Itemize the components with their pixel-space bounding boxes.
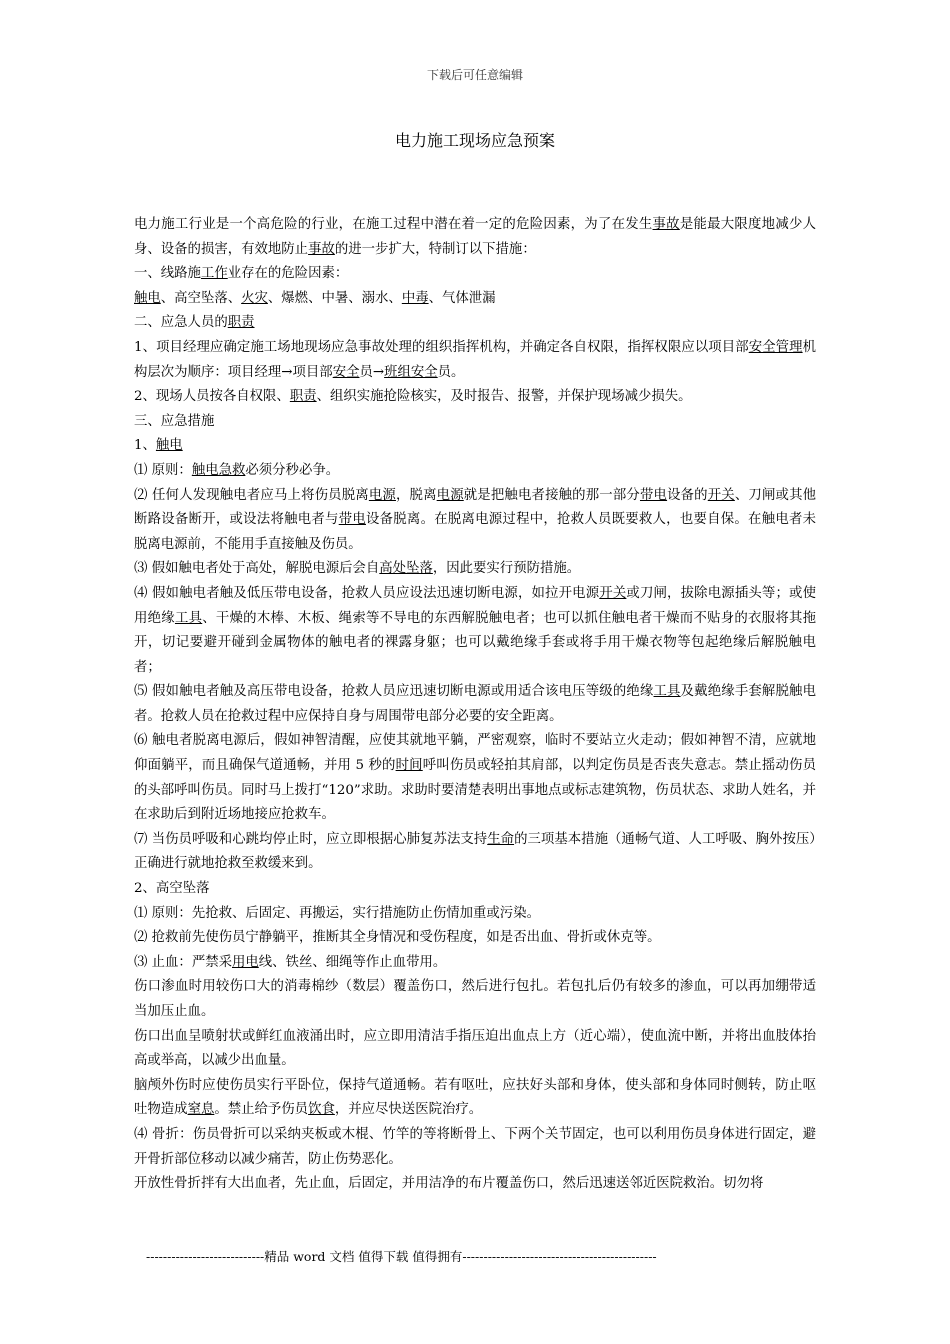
hyperlink-term[interactable]: 带电	[338, 512, 366, 528]
text-run: ⑴ 原则：先抢救、后固定、再搬运，实行措施防止伤情加重或污染。	[134, 905, 540, 921]
text-run: 2、现场人员按各自权限、	[134, 389, 290, 405]
paragraph	[134, 680, 816, 729]
hyperlink-term[interactable]: 触电	[134, 290, 161, 306]
hyperlink-term[interactable]: 电源	[368, 487, 396, 503]
hyperlink-term[interactable]: 职责	[227, 315, 255, 331]
hyperlink-term[interactable]: 中毒	[401, 290, 429, 306]
text-run: 伤口出血呈喷射状或鲜红血液涌出时，应立即用清洁手指压迫出血点上方（近心端），使血流中断，并将出血肢体抬高或举高，以减少出血量。	[134, 1028, 816, 1069]
text-run: ⑺ 当伤员呼吸和心跳均停止时，应立即根据心肺复苏法支持	[134, 831, 488, 847]
hyperlink-term[interactable]: 电源	[436, 487, 464, 503]
text-run: 设备脱离。在脱离电源过程中，抢救人员既要救人，也要自保。在触电者未脱离电源前，不能用手直接触及伤员。	[134, 512, 817, 552]
text-run: ⑹ 触电者脱离电源后，假如神智清醒，应使其就地平躺，严密观察，临时不要站立火走动；假如神智不清，应就地仰面躺平，而且确保气道通畅，并用 5 秒的	[134, 733, 816, 774]
hyperlink-term[interactable]: 高处坠落	[379, 561, 433, 577]
paragraph	[134, 975, 816, 1024]
text-run: 必须分秒必争。	[245, 462, 340, 478]
text-run: ⑵ 抢救前先使伤员宁静躺平，推断其全身情况和受伤程度，如是否出血、骨折或休克等。	[134, 930, 661, 946]
hyperlink-term[interactable]: 职责	[289, 389, 317, 405]
text-run: ，因此要实行预防措施。	[432, 561, 581, 577]
paragraph	[134, 213, 816, 262]
paragraph	[134, 828, 816, 877]
text-run: 设备的	[667, 487, 708, 503]
text-run: 机构层次为顺序：项目经理→项目部	[134, 339, 816, 380]
text-run: ⑸ 假如触电者触及高压带电设备，抢救人员应迅速切断电源或用适合该电压等级的绝缘	[134, 684, 654, 700]
text-run: 开放性骨折拌有大出血者，先止血，后固定，并用洁净的布片覆盖伤口，然后迅速送邻近医院救治。切勿将	[134, 1176, 764, 1192]
hyperlink-term[interactable]: 触电	[155, 438, 183, 454]
hyperlink-term[interactable]: 开关	[707, 487, 735, 503]
paragraph	[134, 262, 816, 287]
paragraph	[134, 385, 816, 410]
paragraph	[134, 336, 816, 385]
paragraph	[134, 729, 816, 827]
hyperlink-term[interactable]: 窒息	[187, 1102, 215, 1118]
text-run: 三、应急措施	[134, 413, 215, 429]
text-run: 就是把触电者接触的那一部分	[463, 487, 640, 503]
text-run: 是能最大限度地减少人身、设备的损害，有效地防止	[134, 217, 817, 257]
paragraph	[134, 557, 816, 582]
text-run: 、爆燃、中暑、溺水、	[267, 290, 402, 306]
paragraph	[134, 902, 816, 927]
hyperlink-term[interactable]: 火灾	[241, 290, 268, 306]
text-run: 线、铁丝、细绳等作止血带用。	[258, 954, 447, 970]
document-body	[134, 213, 816, 1197]
hyperlink-term[interactable]: 带电	[639, 487, 668, 503]
text-run: 、气体泄漏	[428, 290, 496, 306]
text-run: 或刀闸，拔除电源插头等；或使用绝缘	[134, 585, 816, 626]
page-header-note: 下载后可任意编辑	[426, 68, 523, 82]
hyperlink-term[interactable]: 事故	[308, 241, 335, 257]
text-run: 的三项基本措施（通畅气道、人工呼吸、胸外按压）正确进行就地抢救至救缓来到。	[134, 831, 816, 872]
text-run: ，脱离	[395, 487, 437, 503]
text-run: 1、项目经理应确定施工场地现场应急事故处理的组织指挥机构，并确定各自权限，指挥权限应以项目部	[134, 339, 749, 355]
hyperlink-term[interactable]: 安全管理	[748, 339, 803, 355]
paragraph	[134, 877, 816, 902]
hyperlink-term[interactable]: 开关	[599, 585, 627, 601]
paragraph	[134, 582, 816, 680]
text-run: ⑷ 假如触电者触及低压带电设备，抢救人员应设法迅速切断电源，如拉开电源	[134, 585, 600, 601]
text-run: ⑶ 假如触电者处于高处，解脱电源后会自	[134, 561, 380, 577]
text-run: 2、高空坠落	[134, 881, 210, 897]
text-run: 业存在的危险因素：	[227, 266, 349, 282]
paragraph	[134, 311, 816, 336]
paragraph	[134, 1172, 816, 1197]
paragraph	[134, 287, 816, 312]
paragraph	[134, 434, 816, 459]
paragraph	[134, 1025, 816, 1074]
text-run: ⑵ 任何人发现触电者应马上将伤员脱离	[134, 487, 369, 503]
text-run: 一、线路施	[134, 266, 201, 282]
paragraph	[134, 1123, 816, 1172]
text-run: ，并应尽快送医院治疗。	[334, 1102, 483, 1118]
page-footer-note: ----------------------------精品 word 文档 值得下载 值得拥有----------------------------------------------	[146, 1249, 657, 1264]
text-run: ⑴ 原则：	[134, 462, 192, 478]
hyperlink-term[interactable]: 用电	[232, 954, 259, 970]
text-run: 、高空坠落、	[160, 290, 242, 306]
text-run: 员。	[437, 364, 465, 380]
text-run: 伤口渗血时用较伤口大的消毒棉纱（数层）覆盖伤口，然后进行包扎。若包扎后仍有较多的渗血，可以再加绷带适当加压止血。	[134, 979, 816, 1019]
text-run: 、干燥的木棒、木板、绳索等不导电的东西解脱触电者；也可以抓住触电者干燥而不贴身的衣服将其拖开，切记要避开碰到金属物体的触电者的裸露身躯；也可以戴绝缘手套或将手用干燥衣物等包起绝缘后解脱触电者；	[134, 610, 817, 675]
hyperlink-term[interactable]: 时间	[395, 758, 423, 774]
hyperlink-term[interactable]: 生命	[487, 831, 515, 847]
hyperlink-term[interactable]: 工作	[200, 266, 228, 282]
text-run: 电力施工行业是一个高危险的行业，在施工过程中潜在着一定的危险因素，为了在发生	[134, 217, 653, 232]
hyperlink-term[interactable]: 工具	[174, 610, 203, 626]
hyperlink-term[interactable]: 工具	[653, 684, 681, 700]
text-run: 。禁止给予伤员	[214, 1102, 309, 1118]
paragraph	[134, 459, 816, 484]
text-run: 、刀闸或其他断路设备断开，或设法将触电者与	[134, 487, 817, 528]
hyperlink-term[interactable]: 事故	[652, 217, 680, 232]
text-run: 的进一步扩大，特制订以下措施：	[334, 241, 536, 257]
hyperlink-term[interactable]: 触电急救	[191, 462, 246, 478]
text-run: 1、	[134, 438, 156, 454]
text-run: 员→	[359, 364, 385, 380]
paragraph	[134, 484, 816, 558]
text-run: ⑶ 止血：严禁采	[134, 954, 232, 970]
paragraph	[134, 926, 816, 951]
text-run: 二、应急人员的	[134, 315, 228, 331]
text-run: 脑颅外伤时应使伤员实行平卧位，保持气道通畅。若有呕吐，应扶好头部和身体，使头部和身体同时侧转，防止呕吐物造成	[134, 1077, 816, 1118]
text-run: 、组织实施抢险核实，及时报告、报警，并保护现场减少损失。	[316, 389, 692, 405]
document-title: 电力施工现场应急预案	[394, 131, 555, 150]
hyperlink-term[interactable]: 班组安全	[384, 364, 438, 380]
hyperlink-term[interactable]: 安全	[332, 364, 360, 380]
paragraph	[134, 1074, 816, 1123]
hyperlink-term[interactable]: 饮食	[308, 1102, 335, 1118]
paragraph	[134, 410, 816, 435]
paragraph	[134, 951, 816, 976]
text-run: 及戴绝缘手套解脱触电者。抢救人员在抢救过程中应保持自身与周围带电部分必要的安全距离。	[134, 684, 816, 724]
text-run: ⑷ 骨折：伤员骨折可以采纳夹板或木棍、竹竿的等将断骨上、下两个关节固定，也可以利用伤员身体进行固定，避开骨折部位移动以减少痛苦，防止伤势恶化。	[134, 1126, 816, 1167]
text-run: 呼叫伤员或轻拍其肩部，以判定伤员是否丧失意志。禁止摇动伤员的头部呼叫伤员。同时马上拨打“120”求助。求助时要清楚表明出事地点或标志建筑物，伤员状态、求助人姓名，并在求助后到附近场地接应抢救车。	[134, 758, 817, 823]
